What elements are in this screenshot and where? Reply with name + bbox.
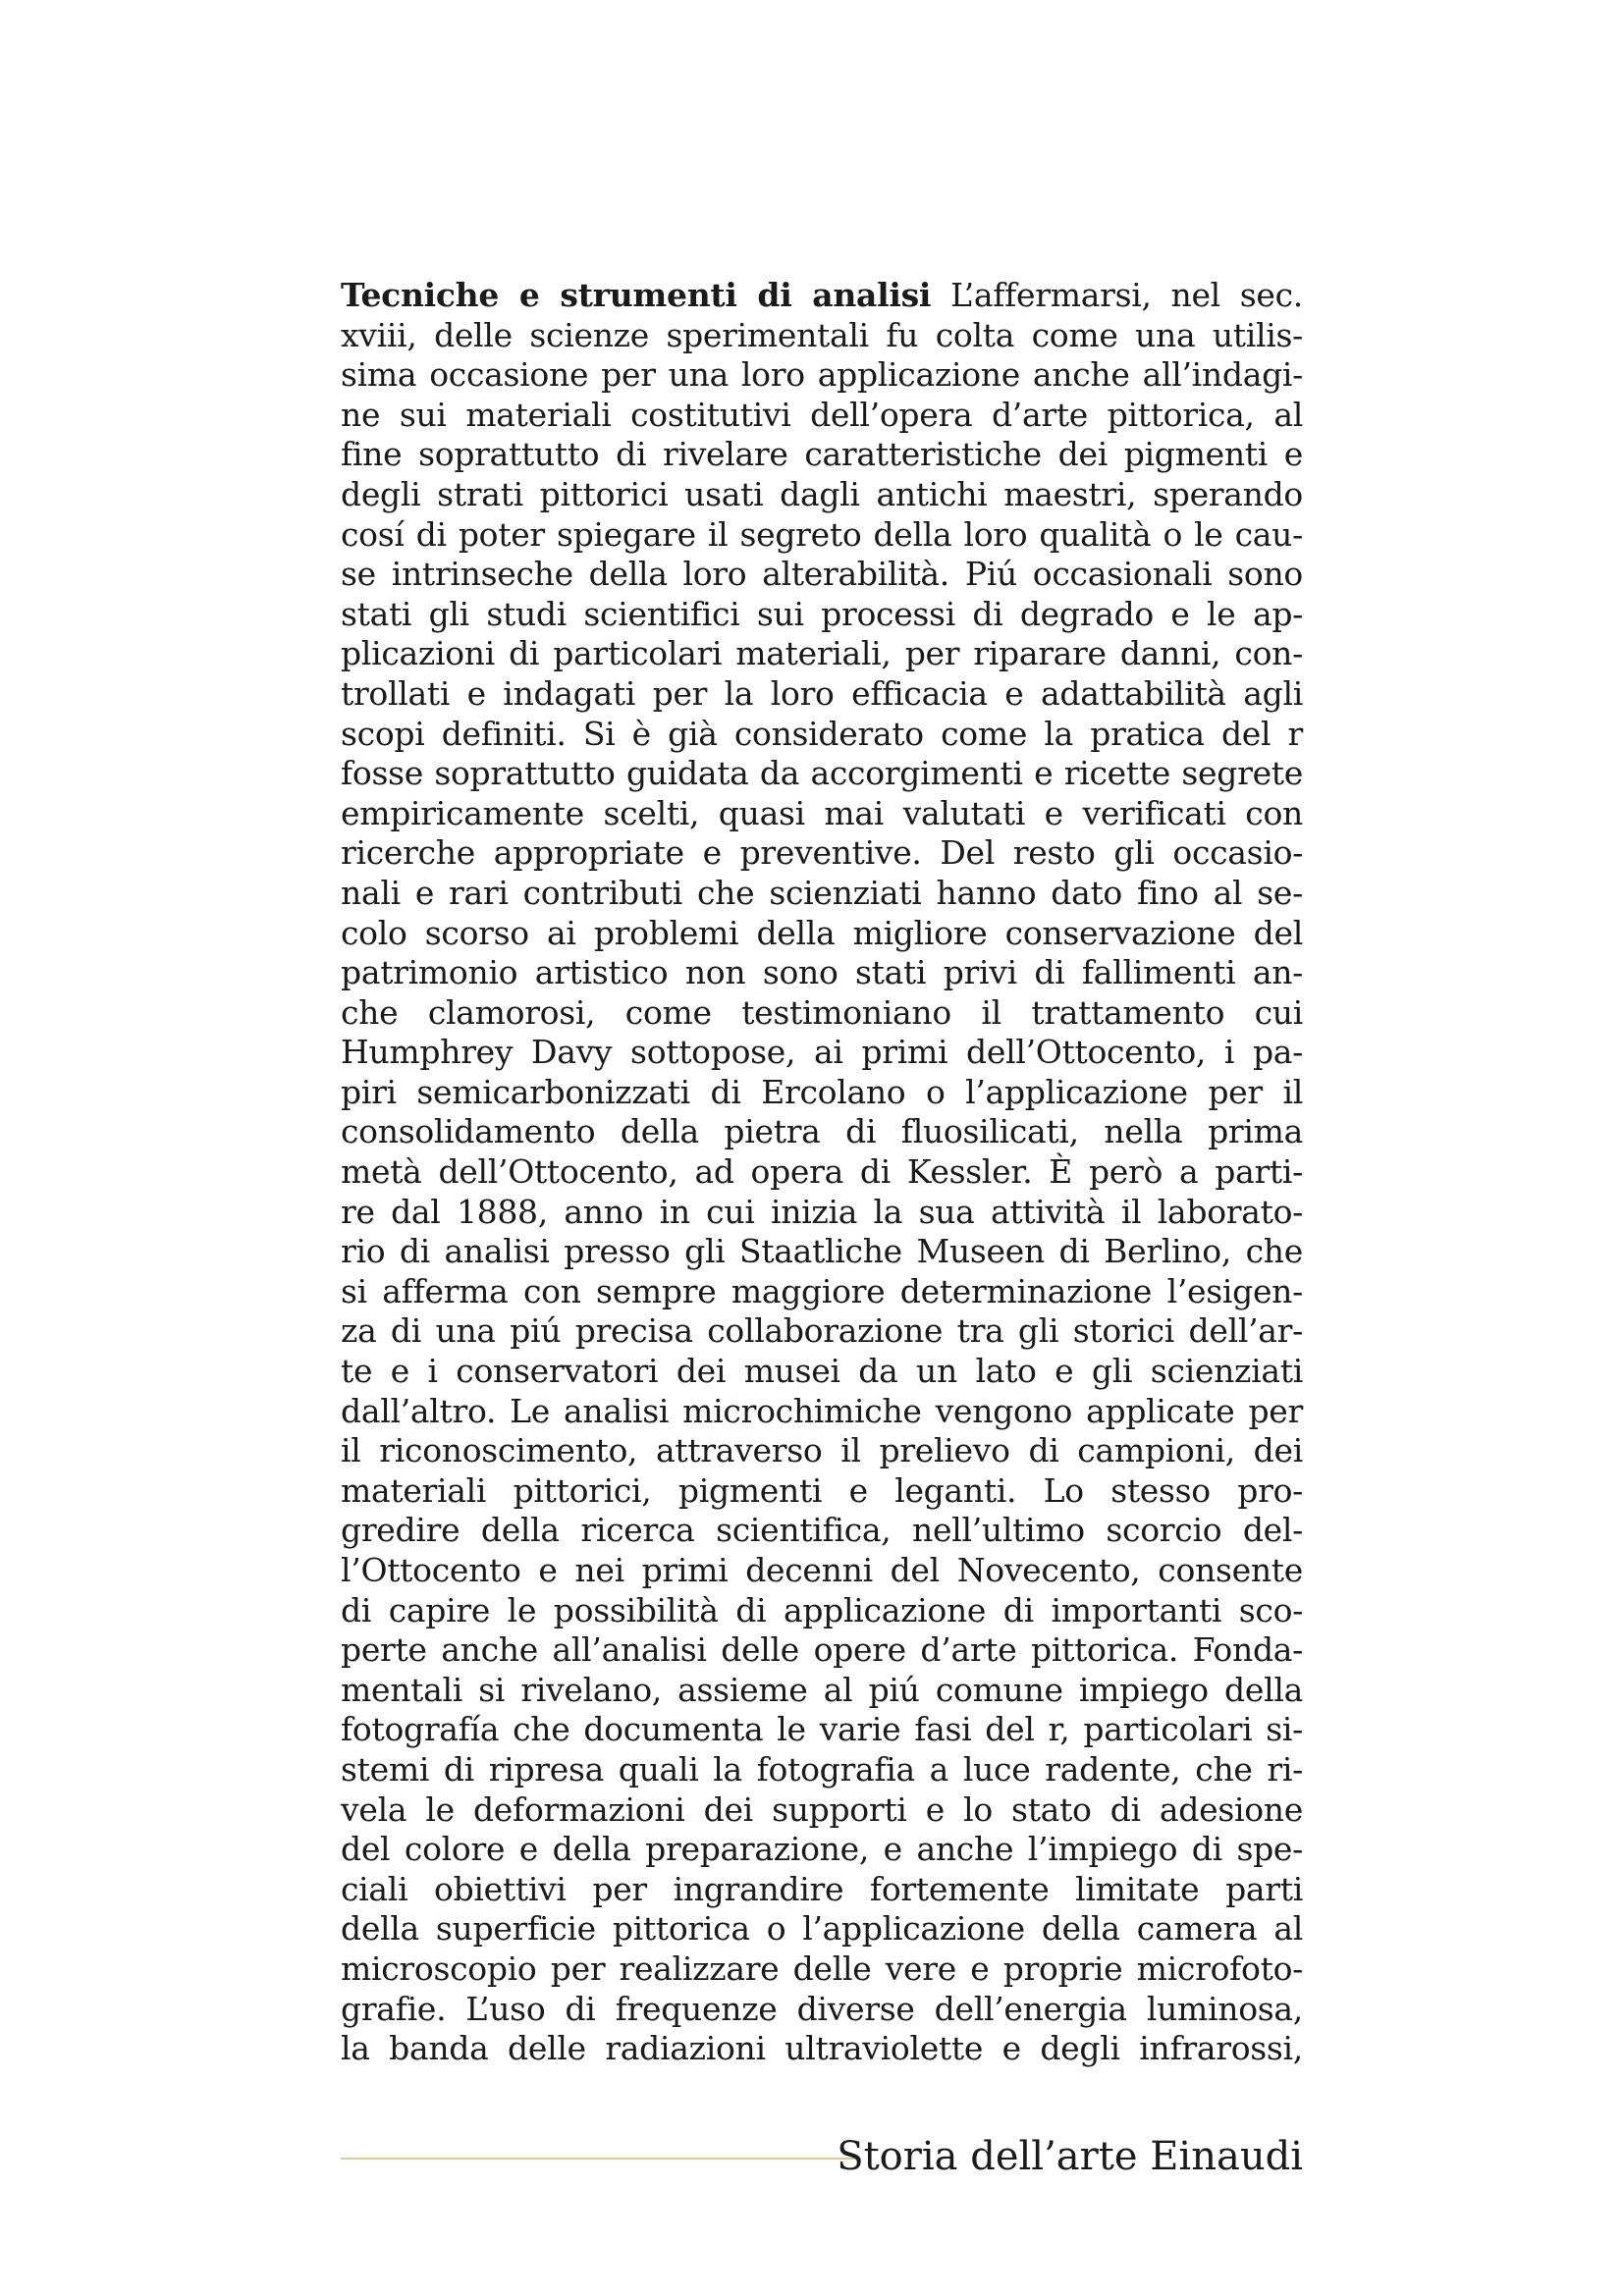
body-line: empiricamente scelti, quasi mai valutati e verificati con [341, 793, 1303, 832]
body-line: gredire della ricerca scientifica, nell’ultimo scorcio del- [341, 1511, 1303, 1550]
body-line: scopi definiti. Si è già considerato come la pratica del r [341, 714, 1303, 753]
body-line: fosse soprattutto guidata da accorgimenti e ricette segrete [341, 754, 1303, 793]
body-line: metà dell’Ottocento, ad opera di Kessler. È però a parti- [341, 1152, 1303, 1192]
body-line: Humphrey Davy sottopose, ai primi dell’Ottocento, i pa- [341, 1033, 1303, 1072]
body-line: se intrinseche della loro alterabilità. Piú occasionali sono [341, 555, 1303, 594]
body-line: consolidamento della pietra di fluosilicati, nella prima [341, 1112, 1303, 1151]
body-line: ciali obiettivi per ingrandire fortemente limitate parti [341, 1869, 1303, 1908]
footer-rule [341, 2158, 861, 2160]
body-line: sima occasione per una loro applicazione anche all’indagi- [341, 355, 1303, 395]
body-line: della superficie pittorica o l’applicazione della camera al [341, 1909, 1303, 1949]
body-line: za di una piú precisa collaborazione tra gli storici dell’ar- [341, 1311, 1303, 1351]
body-line: xviii, delle scienze sperimentali fu colta come una utilis- [341, 315, 1303, 354]
body-line: perte anche all’analisi delle opere d’arte pittorica. Fonda- [341, 1630, 1303, 1670]
body-line: mentali si rivelano, assieme al piú comune impiego della [341, 1670, 1303, 1709]
body-line: rio di analisi presso gli Staatliche Museen di Berlino, che [341, 1232, 1303, 1271]
body-line: ne sui materiali costitutivi dell’opera d’arte pittorica, al [341, 395, 1303, 434]
body-line: degli strati pittorici usati dagli antichi maestri, sperando [341, 474, 1303, 513]
body-line: stati gli studi scientifici sui processi di degrado e le ap- [341, 594, 1303, 633]
body-line: trollati e indagati per la loro efficacia e adattabilità agli [341, 673, 1303, 713]
body-text [341, 276, 1303, 2069]
body-line: fine soprattutto di rivelare caratteristiche dei pigmenti e [341, 435, 1303, 474]
body-line: il riconoscimento, attraverso il prelievo di campioni, dei [341, 1431, 1303, 1470]
body-line: stemi di ripresa quali la fotografia a luce radente, che ri- [341, 1749, 1303, 1789]
body-line: materiali pittorici, pigmenti e leganti. Lo stesso pro- [341, 1470, 1303, 1510]
body-line: te e i conservatori dei musei da un lato e gli scienziati [341, 1352, 1303, 1391]
body-line: patrimonio artistico non sono stati privi di fallimenti an- [341, 953, 1303, 992]
section-heading: Tecniche e strumenti di analisi [341, 276, 932, 314]
body-line: ricerche appropriate e preventive. Del resto gli occasio- [341, 833, 1303, 873]
body-line: re dal 1888, anno in cui inizia la sua attività il laborato- [341, 1192, 1303, 1231]
body-line: piri semicarbonizzati di Ercolano o l’applicazione per il [341, 1072, 1303, 1111]
body-line: cosí di poter spiegare il segreto della loro qualità o le cau- [341, 514, 1303, 554]
body-line: fotografía che documenta le varie fasi del r, particolari si- [341, 1710, 1303, 1749]
body-line: di capire le possibilità di applicazione di importanti sco- [341, 1590, 1303, 1629]
body-line: plicazioni di particolari materiali, per riparare danni, con- [341, 634, 1303, 673]
body-line: dall’altro. Le analisi microchimiche vengono applicate per [341, 1391, 1303, 1430]
body-line: nali e rari contributi che scienziati hanno dato fino al se- [341, 873, 1303, 912]
heading-line-rest: L’affermarsi, nel sec. [931, 276, 1304, 314]
body-line: colo scorso ai problemi della migliore conservazione del [341, 913, 1303, 952]
body-line: che clamorosi, come testimoniano il trattamento cui [341, 992, 1303, 1032]
footer-title: Storia dell’arte Einaudi [837, 2134, 1303, 2179]
body-line: l’Ottocento e nei primi decenni del Novecento, consente [341, 1551, 1303, 1589]
body-line: si afferma con sempre maggiore determinazione l’esigen- [341, 1271, 1303, 1310]
body-line: vela le deformazioni dei supporti e lo stato di adesione [341, 1789, 1303, 1829]
body-line: del colore e della preparazione, e anche l’impiego di spe- [341, 1830, 1303, 1869]
body-line-1 [341, 276, 1303, 316]
body-line: la banda delle radiazioni ultraviolette e degli infrarossi, [341, 2029, 1303, 2068]
body-line: grafie. L’uso di frequenze diverse dell’energia luminosa, [341, 1989, 1303, 2028]
body-line: microscopio per realizzare delle vere e proprie microfoto- [341, 1949, 1303, 1988]
